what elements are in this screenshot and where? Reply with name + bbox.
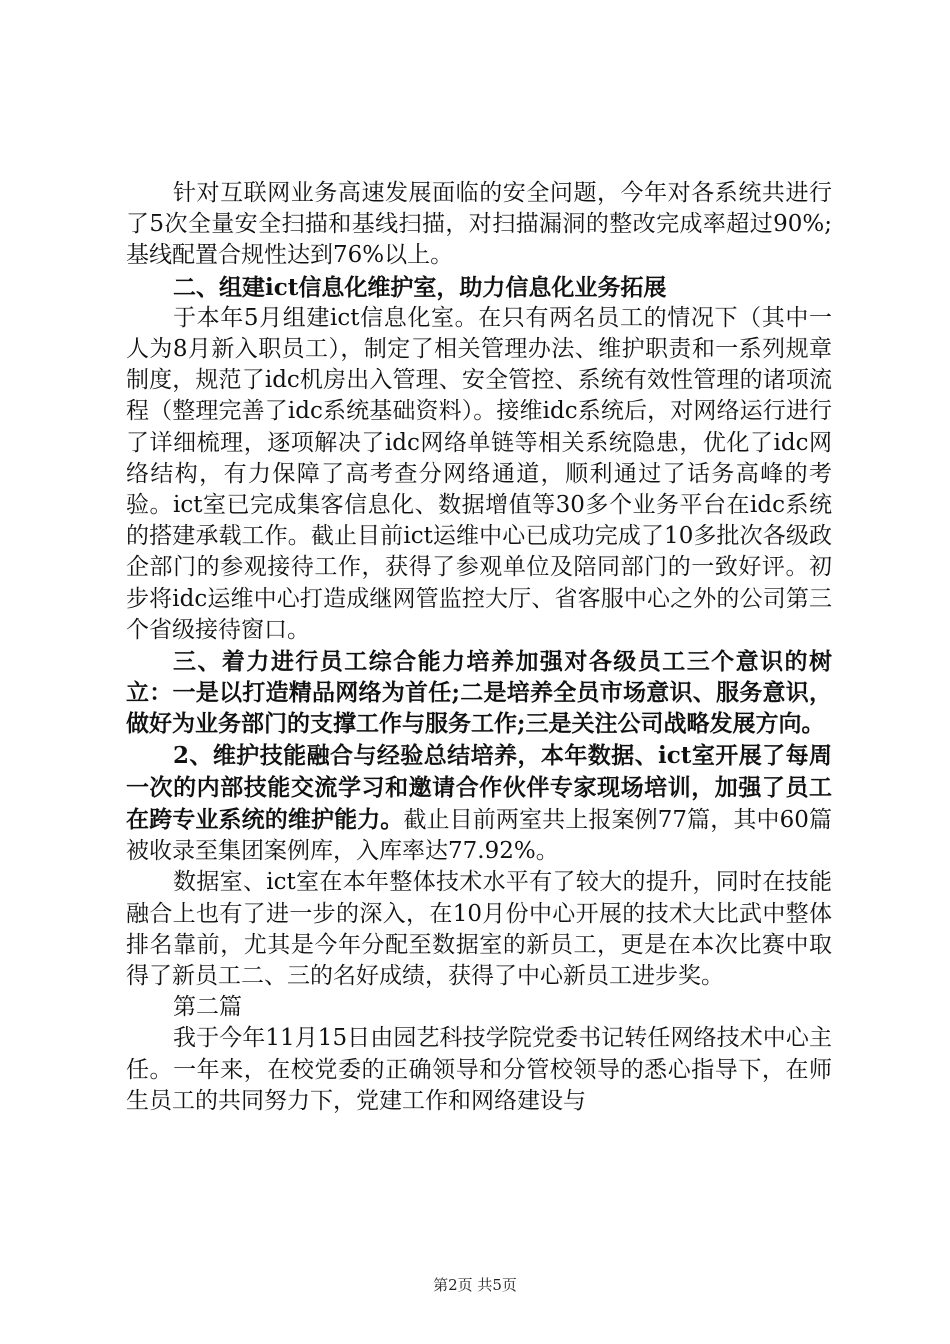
paragraph-skills-fusion-bold: 2、维护技能融合与经验总结培养，本年数据、ict室开展了每周一次的内部技能交流学习和邀请合作伙伴专家现场培训，加强了员工在跨专业系统的维护能力。	[126, 741, 832, 834]
paragraph-second-article: 我于今年11月15日由园艺科技学院党委书记转任网络技术中心主任。一年来，在校党委的正确领导和分管校领导的悉心指导下，在师生员工的共同努力下，党建工作和网络建设与	[126, 1025, 832, 1114]
document-body	[126, 178, 832, 1117]
paragraph-tech-level: 数据室、ict室在本年整体技术水平有了较大的提升，同时在技能融合上也有了进一步的深入，在10月份中心开展的技术大比武中整体排名靠前，尤其是今年分配至数据室的新员工，更是在本次比赛中取得了新员工二、三的名好成绩，获得了中心新员工进步奖。	[126, 869, 832, 990]
paragraph-security-scan: 针对互联网业务高速发展面临的安全问题，今年对各系统共进行了5次全量安全扫描和基线扫描，对扫描漏洞的整改完成率超过90%;基线配置合规性达到76%以上。	[126, 180, 832, 269]
paragraph-ict-room: 于本年5月组建ict信息化室。在只有两名员工的情况下（其中一人为8月新入职员工），制定了相关管理办法、维护职责和一系列规章制度，规范了idc机房出入管理、安全管控、系统有效性管理的诸项流程（整理完善了idc系统基础资料）。接维idc系统后，对网络运行进行了详细梳理，逐项解决了idc网络单链等相关系统隐患，优化了idc网络结构，有力保障了高考查分网络通道，顺利通过了话务高峰的考验。ict室已完成集客信息化、数据增值等30多个业务平台在idc系统的搭建承载工作。截止目前ict运维中心已成功完成了10多批次各级政企部门的参观接待工作，获得了参观单位及陪同部门的一致好评。初步将idc运维中心打造成继网管监控大厅、省客服中心之外的公司第三个省级接待窗口。	[126, 304, 832, 643]
paragraph-skills-fusion-rest: 截止目前两室共上报案例77篇，其中60篇被收录至集团案例库，入库率达77.92%。	[126, 807, 832, 865]
page-number-footer: 第2页 共5页	[433, 1276, 517, 1294]
section-heading-ict-room: 二、组建ict信息化维护室，助力信息化业务拓展	[173, 273, 667, 301]
section-heading-staff-training: 三、着力进行员工综合能力培养加强对各级员工三个意识的树立：一是以打造精品网络为首任;二是培养全员市场意识、服务意识，做好为业务部门的支撑工作与服务工作;三是关注公司战略发展方向。	[126, 648, 832, 738]
paragraph-skills-fusion	[126, 740, 832, 868]
chapter-label: 第二篇	[173, 994, 242, 1021]
